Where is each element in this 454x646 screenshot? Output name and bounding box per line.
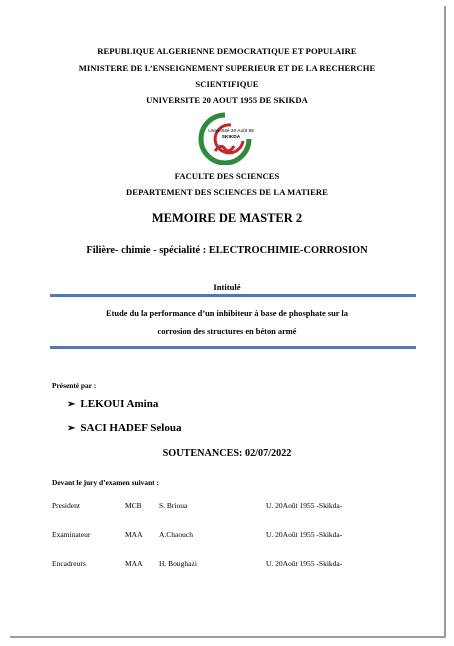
subject-line-1: Etude du la performance d’un inhibiteur à base de phosphate sur la <box>106 309 348 318</box>
jury-role: Encadreurs <box>52 559 86 568</box>
jury-grade: MAA <box>125 559 143 568</box>
logo-red-mark <box>215 146 234 151</box>
jury-univ: U. 20Août 1955 -Skikda- <box>266 501 343 510</box>
jury-univ: U. 20Août 1955 -Skikda- <box>266 559 343 568</box>
jury-role: President <box>52 501 80 510</box>
student-name: SACI HADEF Seloua <box>80 422 182 434</box>
student-1 <box>67 398 158 410</box>
faculty-line-1: FACULTE DES SCIENCES <box>174 171 280 181</box>
student-2 <box>67 422 181 434</box>
student-name: LEKOUI Amina <box>80 398 159 410</box>
jury-name: A.Chaouch <box>159 530 193 539</box>
bottom-rule <box>50 346 416 349</box>
jury-name: H. Boughazi <box>159 559 197 568</box>
filiere-line: Filière- chimie - spécialité : ELECTROCHIMIE-CORROSION <box>86 245 368 256</box>
header-line-1: REPUBLIQUE ALGERIENNE DEMOCRATIQUE ET POPULAIRE <box>97 46 357 56</box>
jury-univ: U. 20Août 1955 -Skikda- <box>266 530 343 539</box>
header-line-2: MINISTERE DE L’ENSEIGNEMENT SUPERIEUR ET DE LA RECHERCHE <box>78 63 376 73</box>
intitule-label: Intitulé <box>213 282 241 292</box>
jury-grade: MCB <box>125 501 142 510</box>
jury-label: Devant le jury d’examen suivant : <box>52 478 159 487</box>
soutenance-date: SOUTENANCES: 02/07/2022 <box>162 448 292 459</box>
top-rule <box>50 294 416 297</box>
university-logo <box>191 111 259 165</box>
arrow-bullet-icon: ➢ <box>67 423 76 434</box>
jury-name: S. Brioua <box>159 501 188 510</box>
logo-text-2: SKIKDA <box>221 135 241 140</box>
faculty-line-2: DEPARTEMENT DES SCIENCES DE LA MATIERE <box>126 187 328 197</box>
jury-role: Examinateur <box>52 530 91 539</box>
presented-label: Présenté par : <box>52 381 97 390</box>
header-line-3: SCIENTIFIQUE <box>195 79 259 89</box>
logo-text-1: Université 20 Août 55 <box>208 129 254 134</box>
arrow-bullet-icon: ➢ <box>67 399 76 410</box>
jury-grade: MAA <box>125 530 143 539</box>
memoire-title: MEMOIRE DE MASTER 2 <box>151 211 303 225</box>
subject-line-2: corrosion des structures en béton armé <box>157 327 297 336</box>
header-line-4: UNIVERSITE 20 AOUT 1955 DE SKIKDA <box>146 95 308 105</box>
